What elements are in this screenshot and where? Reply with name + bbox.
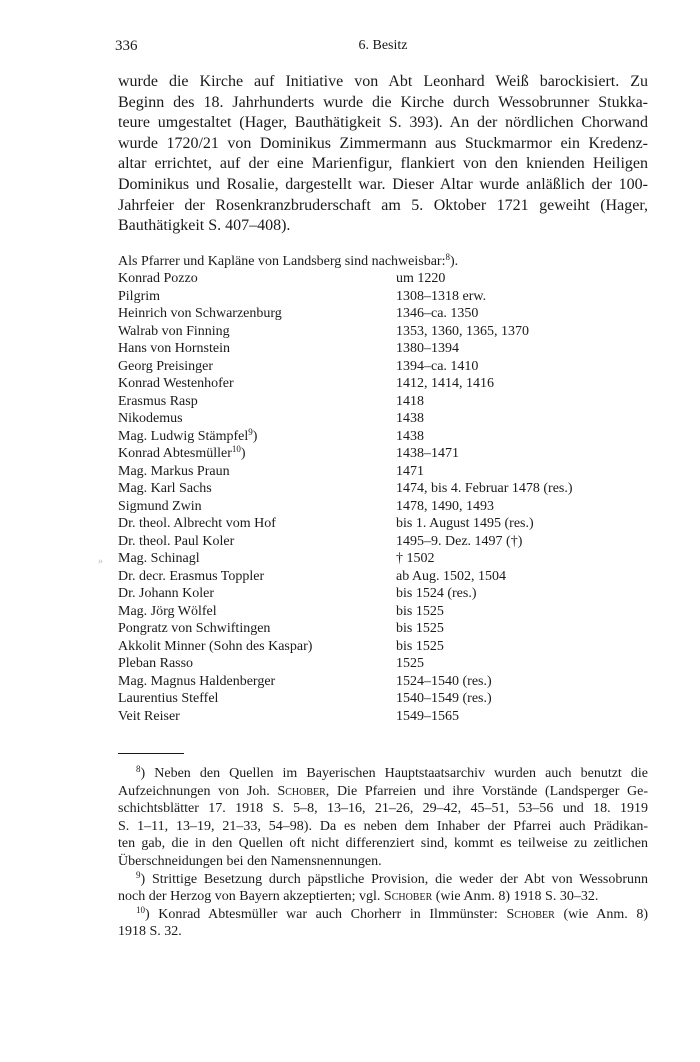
tenure-dates: bis 1525 [396, 603, 444, 619]
body-paragraph [118, 72, 648, 237]
clergy-name: Mag. Markus Praun [118, 463, 230, 479]
list-item [118, 673, 648, 691]
tenure-dates: ab Aug. 1502, 1504 [396, 568, 507, 584]
list-item [118, 375, 648, 393]
list-item [118, 288, 648, 306]
clergy-name: Mag. Schinagl [118, 551, 200, 566]
list-intro [118, 253, 648, 271]
author-name: Schober [277, 783, 326, 799]
clergy-name: Veit Reiser [118, 708, 180, 724]
footnote-8-line: Überschneidungen bei den Namensnennungen. [118, 853, 382, 869]
list-item [118, 585, 648, 603]
tenure-dates: bis 1525 [396, 638, 444, 654]
list-item [118, 270, 648, 288]
clergy-name: Pleban Rasso [118, 656, 194, 671]
footnote-8-line: ten gab, die in den Quellen oft nicht differenziert sind, kommt es teilweise zu zeitlichen [118, 836, 648, 852]
body-line: Beginn des 18. Jahrhunderts wurde die Kirche durch Wessobrunner Stukka- [118, 93, 648, 111]
tenure-dates: 1549–1565 [396, 708, 459, 724]
clergy-name: Mag. Magnus Haldenberger [118, 673, 276, 689]
clergy-name: Konrad Pozzo [118, 271, 198, 286]
clergy-name: Erasmus Rasp [118, 393, 198, 409]
list-item [118, 410, 648, 428]
list-item [118, 708, 648, 726]
tenure-dates: 1540–1549 (res.) [396, 691, 492, 706]
clergy-name: Nikodemus [118, 411, 183, 426]
tenure-dates: bis 1524 (res.) [396, 586, 477, 601]
footnote-8-line: Aufzeichnungen von Joh. Schober, Die Pfarreien und ihre Vorstände (Landsperger Ge- [118, 783, 649, 799]
footnotes [118, 765, 648, 941]
list-item [118, 690, 648, 708]
list-item [118, 393, 648, 411]
body-line: Bauthätigkeit S. 407–408). [118, 217, 291, 235]
clergy-name: Laurentius Steffel [118, 691, 219, 706]
list-item [118, 533, 648, 551]
tenure-dates: 1394–ca. 1410 [396, 358, 479, 374]
body-line: altar errichtet, auf der eine Marienfigur, flankiert von den knienden Heiligen [118, 155, 648, 173]
list-item [118, 550, 648, 568]
list-item [118, 340, 648, 358]
footnote-8-line: $^8$) Neben den Quellen im Bayerischen Hauptstaatsarchiv wurden auch benutzt die [136, 764, 648, 781]
clergy-name: Mag. Karl Sachs [118, 481, 212, 496]
body-line: wurde 1720/21 von Dominikus Zimmermann aus Stuckmarmor ein Kredenz- [118, 134, 648, 152]
tenure-dates: 1346–ca. 1350 [396, 306, 479, 321]
list-intro-end: ). [449, 254, 459, 269]
clergy-name: Konrad Abtesmüller$^{10}$) [118, 444, 246, 461]
clergy-name: Dr. theol. Paul Koler [118, 533, 235, 549]
tenure-dates: 1438 [396, 428, 424, 444]
page-header [115, 38, 648, 58]
footnote-8-line: S. 1–11, 13–19, 21–33, 54–98). Da es neben dem Inhaber der Pfarrei auch Prädikan- [118, 818, 648, 834]
clergy-name: Akkolit Minner (Sohn des Kaspar) [118, 638, 313, 654]
footnote-rule [118, 753, 184, 754]
body-line: wurde die Kirche auf Initiative von Abt Leonhard Weiß barockisiert. Zu [118, 73, 648, 90]
clergy-name: Hans von Hornstein [118, 341, 230, 356]
clergy-name: Georg Preisinger [118, 358, 213, 374]
clergy-name: Pilgrim [118, 288, 161, 304]
footnote-9-line: $^9$) Strittige Besetzung durch päpstliche Provision, die weder der Abt von Wessobrunn [136, 869, 648, 887]
list-item [118, 323, 648, 341]
list-item [118, 638, 648, 656]
list-item [118, 515, 648, 533]
footnote-ref: 8 [445, 252, 450, 262]
tenure-dates: 1412, 1414, 1416 [396, 376, 494, 391]
author-name: Schober [383, 889, 433, 905]
tenure-dates: 1474, bis 4. Februar 1478 (res.) [396, 481, 573, 496]
tenure-dates: 1438–1471 [396, 446, 459, 461]
list-item [118, 463, 648, 481]
body-line: Dominikus und Rosalie, dargestellt war. Dieser Altar wurde anläßlich der 100- [118, 175, 648, 193]
clergy-name: Walrab von Finning [118, 323, 230, 339]
list-item [118, 480, 648, 498]
clergy-name: Konrad Westenhofer [118, 376, 234, 391]
list-item [118, 498, 648, 516]
footnote-ref: 9 [248, 426, 253, 437]
footnote-8-line: schichtsblätter 17. 1918 S. 5–8, 13–16, 21–26, 29–42, 45–51, 53–56 und 18. 1919 [118, 801, 648, 817]
list-intro-text: Als Pfarrer und Kapläne von Landsberg sind nachweisbar: [118, 254, 446, 269]
tenure-dates: 1438 [396, 411, 424, 426]
tenure-dates: 1525 [396, 656, 424, 671]
footnote-ref: 10 [231, 444, 241, 454]
footnote-9-line: noch der Herzog von Bayern akzeptierten; vgl. Schober (wie Anm. 8) 1918 S. 30–32. [118, 889, 599, 905]
clergy-name: Dr. theol. Albrecht vom Hof [118, 516, 276, 531]
tenure-dates: 1495–9. Dez. 1497 (†) [396, 533, 523, 549]
clergy-list [118, 270, 648, 725]
tenure-dates: um 1220 [396, 271, 446, 286]
list-item [118, 603, 648, 621]
clergy-name: Dr. Johann Koler [118, 586, 215, 601]
list-item [118, 428, 648, 446]
footnote-mark: 9 [136, 869, 141, 880]
footnote-mark: 10 [136, 904, 145, 915]
list-item [118, 305, 648, 323]
page-number: 336 [115, 38, 138, 54]
margin-mark: » [98, 556, 103, 567]
tenure-dates: 1308–1318 erw. [396, 288, 487, 304]
author-name: Schober [506, 906, 555, 922]
clergy-name: Mag. Ludwig Stämpfel$^9$) [118, 426, 258, 444]
tenure-dates: 1524–1540 (res.) [396, 673, 492, 689]
list-item [118, 358, 648, 376]
clergy-name: Sigmund Zwin [118, 498, 202, 514]
list-item [118, 445, 648, 463]
clergy-name: Pongratz von Schwiftingen [118, 621, 271, 636]
tenure-dates: bis 1525 [396, 621, 444, 636]
tenure-dates: 1353, 1360, 1365, 1370 [396, 323, 529, 339]
footnote-10-line: $^{10}$) Konrad Abtesmüller war auch Chorherr in Ilmmünster: Schober (wie Anm. 8) [136, 904, 649, 922]
list-item [118, 655, 648, 673]
running-title: 6. Besitz [358, 38, 408, 53]
list-item [118, 568, 648, 586]
tenure-dates: 1418 [396, 393, 424, 409]
clergy-name: Dr. decr. Erasmus Toppler [118, 568, 265, 584]
tenure-dates: 1471 [396, 463, 424, 479]
body-line: Jahrfeier der Rosenkranzbruderschaft am 5. Oktober 1721 geweiht (Hager, [118, 196, 648, 214]
list-item [118, 620, 648, 638]
body-line: teure umgestaltet (Hager, Bauthätigkeit S. 393). An der nördlichen Chorwand [118, 114, 648, 132]
clergy-name: Mag. Jörg Wölfel [118, 603, 217, 619]
footnote-mark: 8 [136, 764, 141, 774]
footnote-10-line: 1918 S. 32. [118, 924, 182, 940]
tenure-dates: 1478, 1490, 1493 [396, 498, 494, 514]
clergy-name: Heinrich von Schwarzenburg [118, 306, 282, 321]
tenure-dates: † 1502 [396, 551, 435, 566]
tenure-dates: 1380–1394 [396, 341, 459, 356]
tenure-dates: bis 1. August 1495 (res.) [396, 516, 534, 531]
